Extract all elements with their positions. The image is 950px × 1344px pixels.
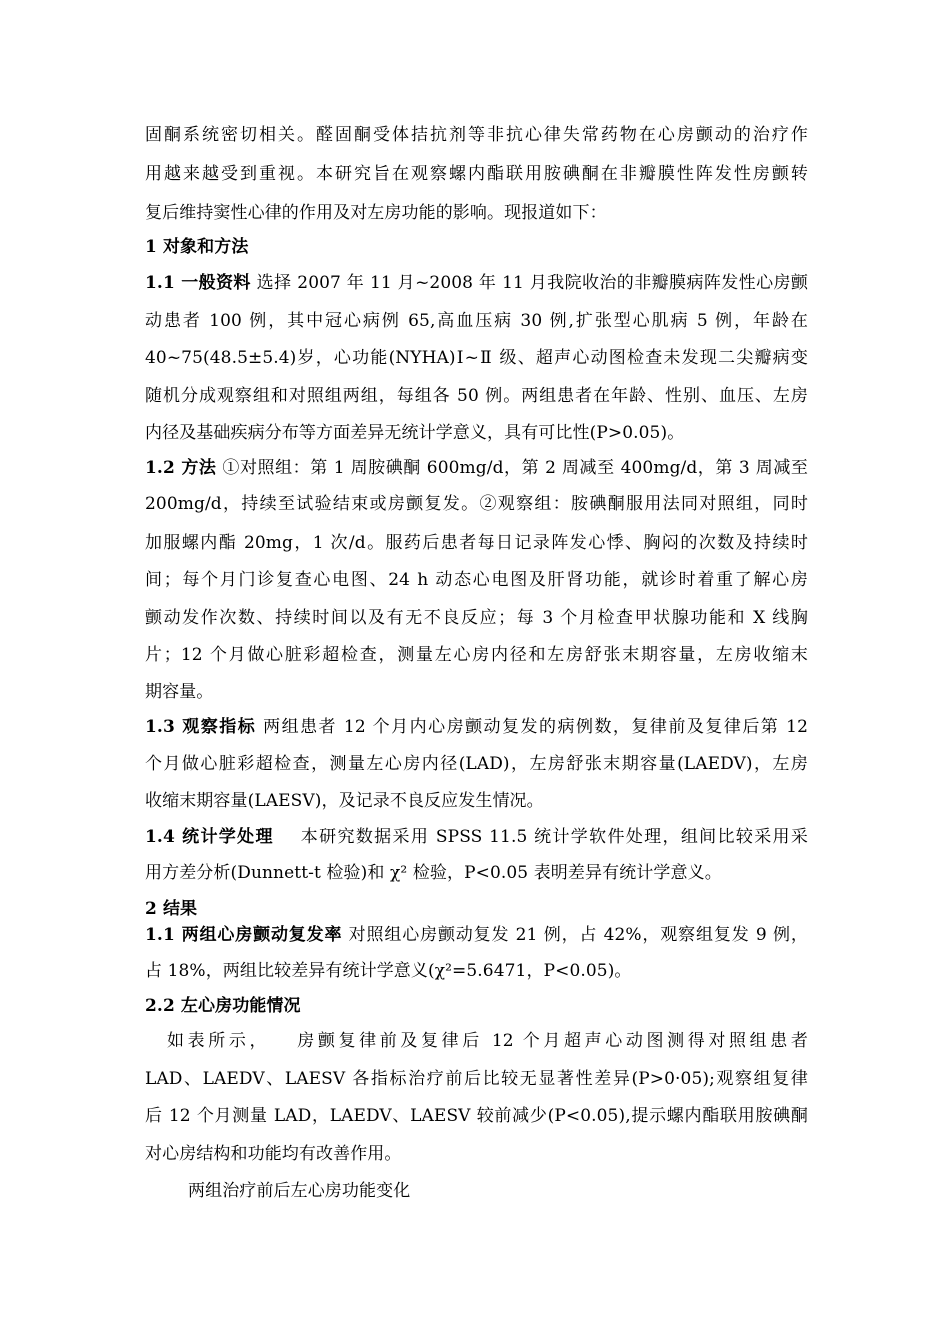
section-1-3-line-3: 收缩末期容量(LAESV)，及记录不良反应发生情况。 bbox=[145, 791, 544, 811]
section-1-3-text: 两组患者 12 个月内心房颤动复发的病例数，复律前及复律后第 12 bbox=[256, 717, 809, 737]
section-1-2-line-1 bbox=[145, 457, 808, 479]
section-heading-2: 2 结果 bbox=[145, 899, 198, 919]
section-1-1-line-3: 40~75(48.5±5.4)岁，心功能(NYHA)Ⅰ~Ⅱ 级、超声心动图检查未发现二尖瓣病变 bbox=[145, 348, 808, 368]
section-2-2-line-3: 后 12 个月测量 LAD，LAEDV、LAESV 较前减少(P<0.05),提示螺内酯联用胺碘酮 bbox=[145, 1106, 808, 1126]
section-2-2-line-1: 如表所示， 房颤复律前及复律后 12 个月超声心动图测得对照组患者 bbox=[167, 1031, 808, 1051]
section-1-3-line-1 bbox=[145, 716, 808, 738]
section-2-1-text: 对照组心房颤动复发 21 例，占 42%，观察组复发 9 例， bbox=[342, 925, 808, 945]
section-1-4-heading: 1.4 统计学处理 bbox=[145, 827, 274, 847]
section-1-3-heading: 1.3 观察指标 bbox=[145, 717, 257, 737]
section-1-4-text: 本研究数据采用 SPSS 11.5 统计学软件处理，组间比较采用采 bbox=[273, 827, 808, 847]
section-heading-1: 1 对象和方法 bbox=[145, 237, 249, 257]
section-1-2-line-4: 间；每个月门诊复查心电图、24 h 动态心电图及肝肾功能，就诊时着重了解心房 bbox=[145, 570, 808, 590]
section-2-1-heading: 1.1 两组心房颤动复发率 bbox=[145, 925, 343, 945]
section-1-4-line-1 bbox=[145, 826, 808, 848]
section-1-2-line-7: 期容量。 bbox=[145, 682, 214, 702]
section-1-2-text: ①对照组：第 1 周胺碘酮 600mg/d，第 2 周减至 400mg/d，第 3 周减至 bbox=[216, 458, 808, 478]
section-1-1-line-5: 内径及基础疾病分布等方面差异无统计学意义，具有可比性(P>0.05)。 bbox=[145, 423, 685, 443]
section-1-1-line-4: 随机分成观察组和对照组两组，每组各 50 例。两组患者在年龄、性别、血压、左房 bbox=[145, 386, 808, 406]
section-1-4-line-2: 用方差分析(Dunnett-t 检验)和 χ² 检验，P<0.05 表明差异有统计学意义。 bbox=[145, 863, 722, 883]
intro-line-1: 固酮系统密切相关。醛固酮受体拮抗剂等非抗心律失常药物在心房颤动的治疗作 bbox=[145, 125, 808, 145]
section-2-1-line-2: 占 18%，两组比较差异有统计学意义(χ²=5.6471，P<0.05)。 bbox=[145, 961, 632, 981]
section-1-1-heading: 1.1 一般资料 bbox=[145, 273, 251, 293]
section-1-2-line-2: 200mg/d，持续至试验结束或房颤复发。②观察组：胺碘酮服用法同对照组，同时 bbox=[145, 494, 808, 514]
section-2-1-line-1 bbox=[145, 924, 808, 946]
section-1-2-line-5: 颤动发作次数、持续时间以及有无不良反应；每 3 个月检查甲状腺功能和 X 线胸 bbox=[145, 608, 808, 628]
section-2-2-line-4: 对心房结构和功能均有改善作用。 bbox=[145, 1144, 402, 1164]
section-1-1-text: 选择 2007 年 11 月~2008 年 11 月我院收治的非瓣膜病阵发性心房颤 bbox=[250, 273, 809, 293]
section-2-2-heading: 2.2 左心房功能情况 bbox=[145, 996, 301, 1016]
intro-line-3: 复后维持窦性心律的作用及对左房功能的影响。现报道如下： bbox=[145, 203, 607, 223]
section-1-3-line-2: 个月做心脏彩超检查，测量左心房内径(LAD)，左房舒张末期容量(LAEDV)，左房 bbox=[145, 754, 808, 774]
section-1-2-heading: 1.2 方法 bbox=[145, 458, 217, 478]
section-1-1-line-2: 动患者 100 例，其中冠心病例 65,高血压病 30 例,扩张型心肌病 5 例，年龄在 bbox=[145, 311, 808, 331]
section-1-2-line-3: 加服螺内酯 20mg，1 次/d。服药后患者每日记录阵发心悸、胸闷的次数及持续时 bbox=[145, 533, 808, 553]
table-caption: 两组治疗前后左心房功能变化 bbox=[188, 1181, 411, 1201]
intro-line-2: 用越来越受到重视。本研究旨在观察螺内酯联用胺碘酮在非瓣膜性阵发性房颤转 bbox=[145, 164, 808, 184]
section-2-2-line-2: LAD、LAEDV、LAESV 各指标治疗前后比较无显著性差异(P>0·05);观察组复律 bbox=[145, 1069, 808, 1089]
section-1-2-line-6: 片；12 个月做心脏彩超检查，测量左心房内径和左房舒张末期容量，左房收缩末 bbox=[145, 645, 808, 665]
section-1-1-line-1 bbox=[145, 272, 808, 294]
